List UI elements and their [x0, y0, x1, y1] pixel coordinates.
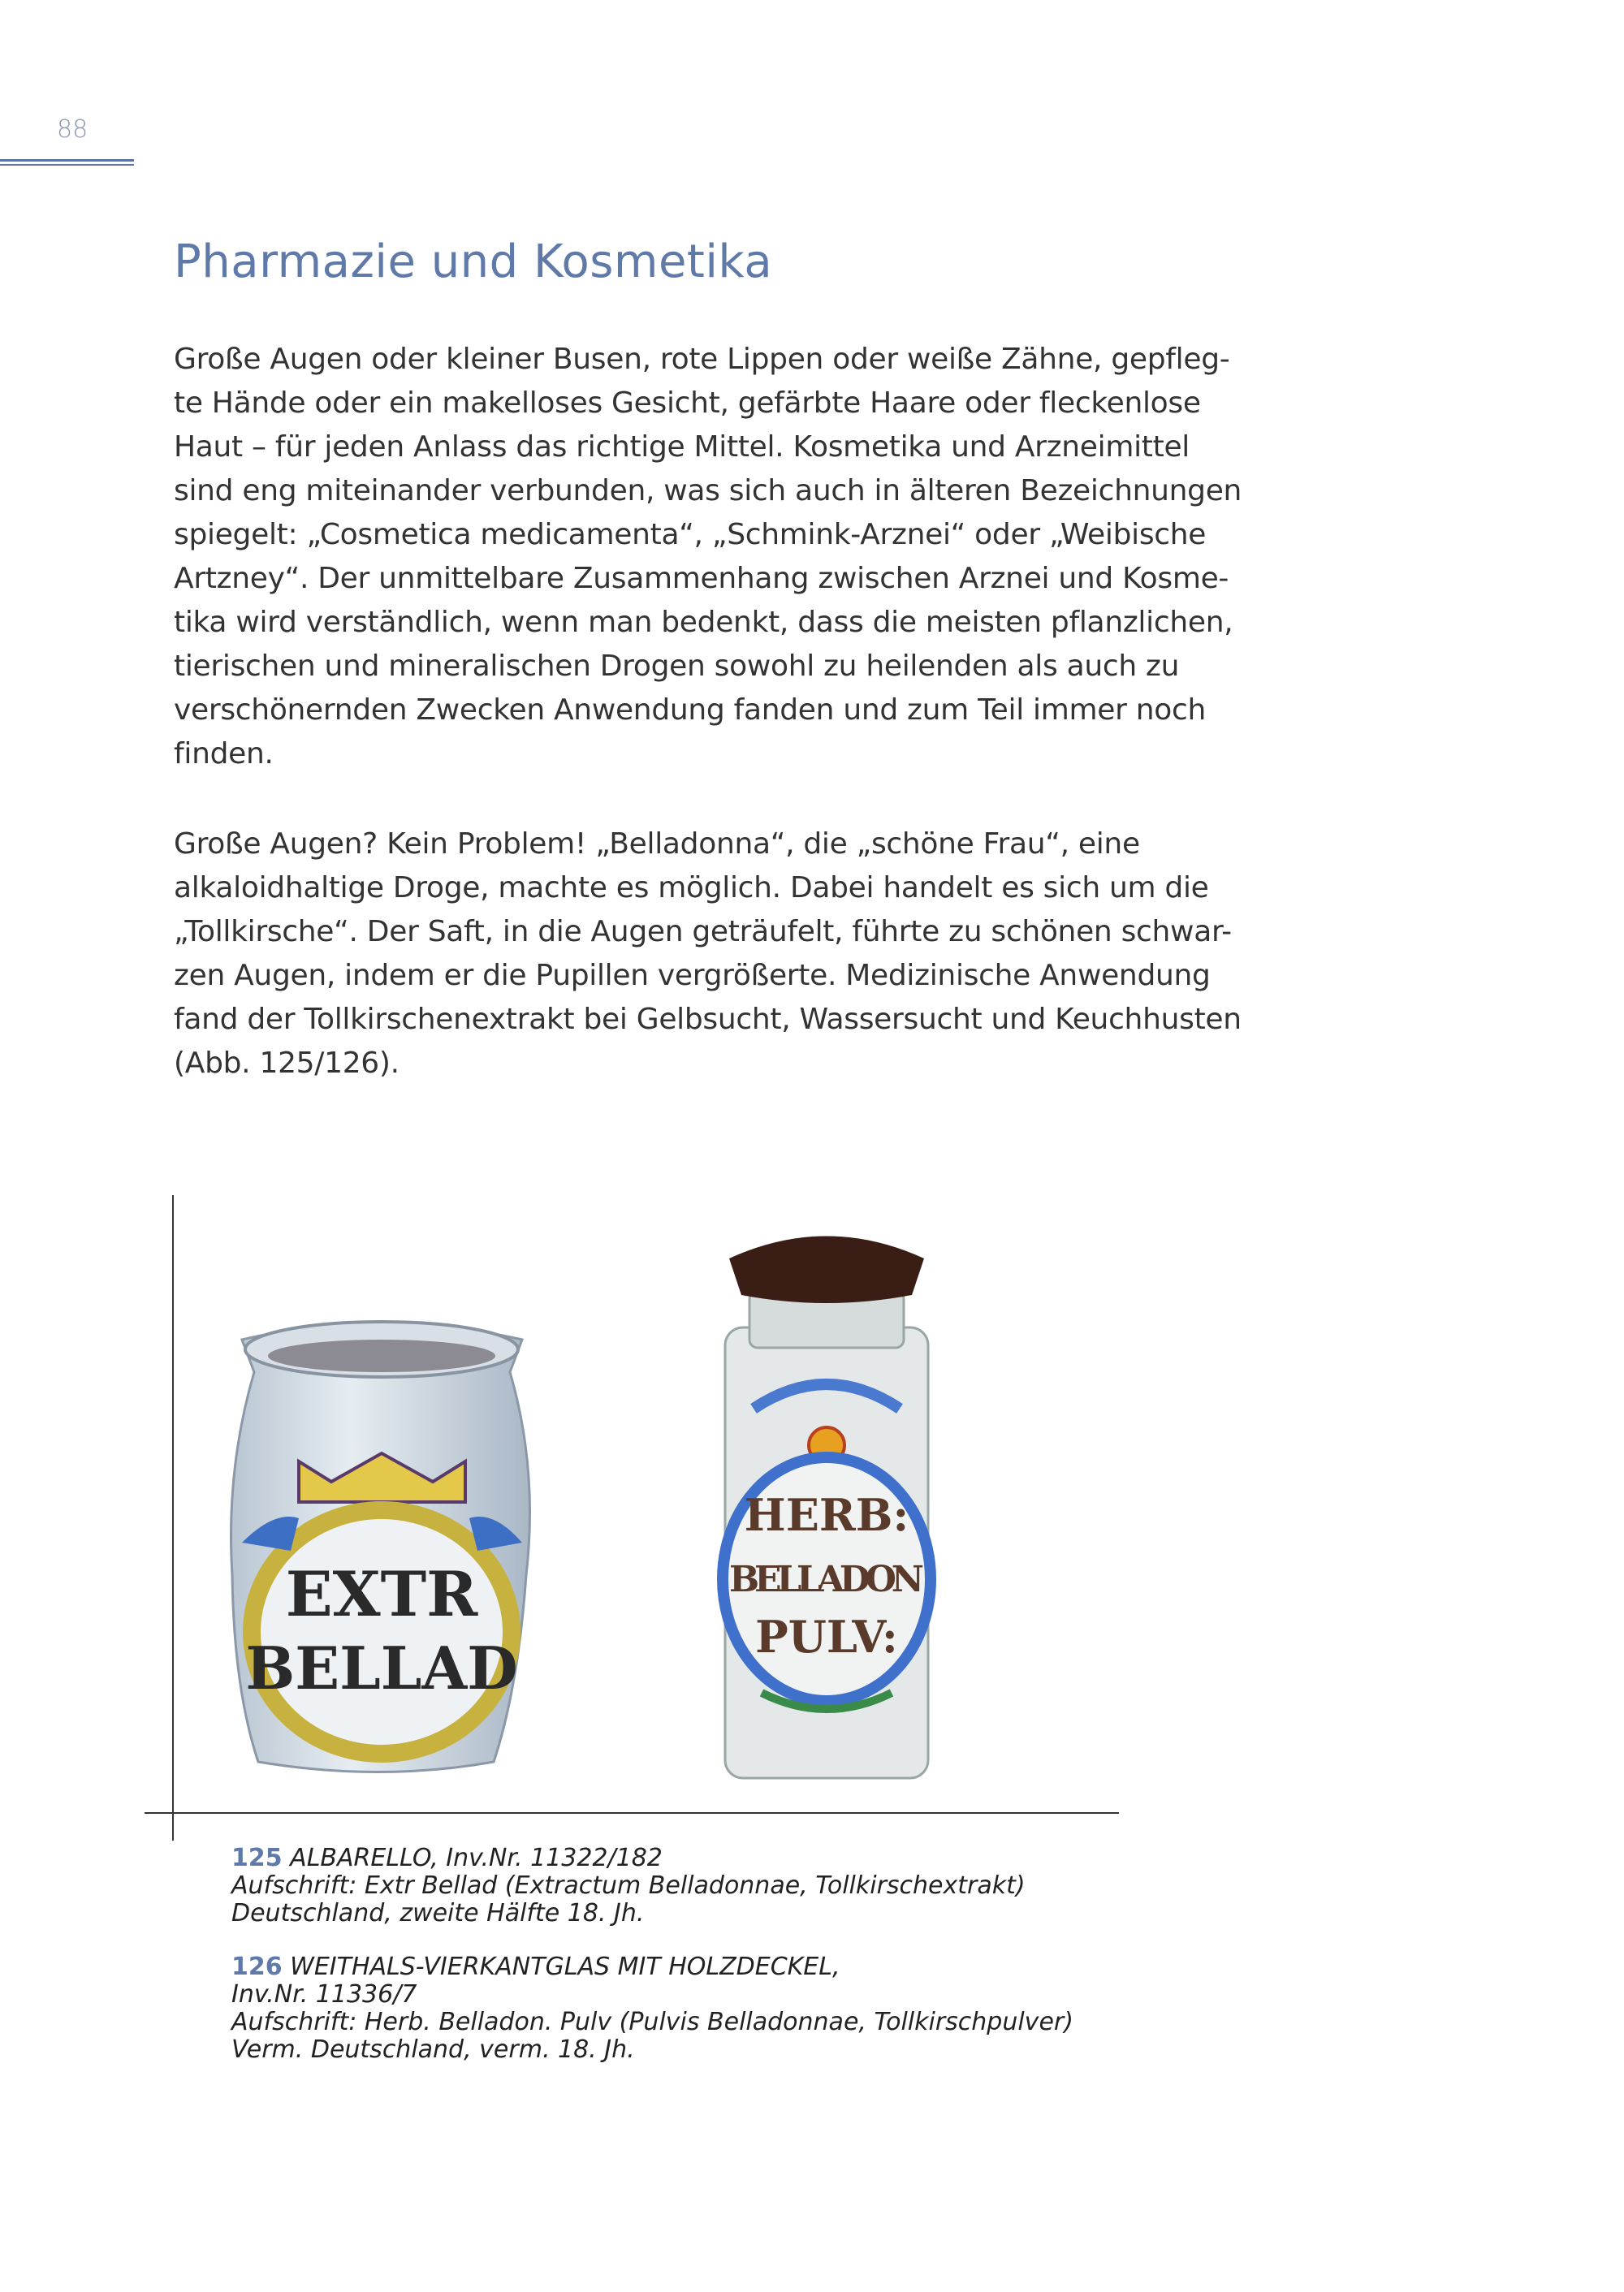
caption-126: [231, 1953, 1073, 2064]
page-number: 88: [57, 115, 89, 144]
text-line: Haut – für jeden Anlass das richtige Mittel. Kosmetika und Arzneimittel: [174, 430, 1190, 464]
text-line: tika wird verständlich, wenn man bedenkt, dass die meisten pflanzlichen,: [174, 606, 1233, 639]
paragraph-1: [174, 338, 1262, 776]
jar1-label-line: EXTR: [285, 1558, 478, 1630]
albarello-jar-image: [226, 1307, 538, 1778]
text-line: Große Augen oder kleiner Busen, rote Lippen oder weiße Zähne, gepfleg-: [174, 343, 1230, 376]
text-line: fand der Tollkirschenextrakt bei Gelbsucht, Wassersucht und Keuchhusten: [174, 1003, 1242, 1036]
header-rule: [0, 159, 134, 166]
text-line: verschönernden Zwecken Anwendung fanden und zum Teil immer noch: [174, 693, 1207, 727]
text-line: te Hände oder ein makelloses Gesicht, gefärbte Haare oder fleckenlose: [174, 386, 1201, 420]
caption-line: Aufschrift: Extr Bellad (Extractum Belladonnae, Tollkirschextrakt): [231, 1871, 1026, 1900]
square-glass-jar-image: [705, 1222, 948, 1782]
jar1-label-line: BELLAD: [245, 1634, 518, 1703]
caption-line: WEITHALS-VIERKANTGLAS MIT HOLZDECKEL,: [290, 1953, 840, 1981]
text-line: zen Augen, indem er die Pupillen vergrößerte. Medizinische Anwendung: [174, 959, 1211, 992]
text-line: sind eng miteinander verbunden, was sich auch in älteren Bezeichnungen: [174, 474, 1242, 507]
text-line: alkaloidhaltige Droge, machte es möglich. Dabei handelt es sich um die: [174, 871, 1209, 904]
caption-line: Aufschrift: Herb. Belladon. Pulv (Pulvis Belladonnae, Tollkirschpulver): [231, 2008, 1073, 2036]
text-line: tierischen und mineralischen Drogen sowohl zu heilenden als auch zu: [174, 650, 1180, 683]
caption-number: 125: [231, 1844, 283, 1872]
figure-vertical-rule: [172, 1195, 174, 1841]
caption-125: [231, 1845, 1026, 1927]
paragraph-2: [174, 822, 1262, 1086]
jar2-label-line: PULV:: [755, 1611, 898, 1663]
text-line: (Abb. 125/126).: [174, 1047, 400, 1080]
text-line: Artzney“. Der unmittelbare Zusammenhang zwischen Arznei und Kosme-: [174, 562, 1229, 595]
figure-horizontal-rule: [145, 1812, 1119, 1814]
caption-line: Verm. Deutschland, verm. 18. Jh.: [231, 2035, 635, 2064]
caption-line: Deutschland, zweite Hälfte 18. Jh.: [231, 1899, 645, 1927]
caption-line: ALBARELLO, Inv.Nr. 11322/182: [290, 1844, 663, 1872]
text-line: spiegelt: „Cosmetica medicamenta“, „Schmink-Arznei“ oder „Weibische: [174, 518, 1207, 551]
text-line: finden.: [174, 737, 274, 770]
jar2-label-line: BELLADON: [729, 1559, 924, 1600]
text-line: „Tollkirsche“. Der Saft, in die Augen geträufelt, führte zu schönen schwar-: [174, 915, 1232, 948]
caption-number: 126: [231, 1953, 283, 1981]
page-title: Pharmazie und Kosmetika: [174, 235, 773, 288]
caption-line: Inv.Nr. 11336/7: [231, 1980, 417, 2009]
text-line: Große Augen? Kein Problem! „Belladonna“, die „schöne Frau“, eine: [174, 827, 1140, 861]
jar2-label-line: HERB:: [744, 1489, 909, 1541]
